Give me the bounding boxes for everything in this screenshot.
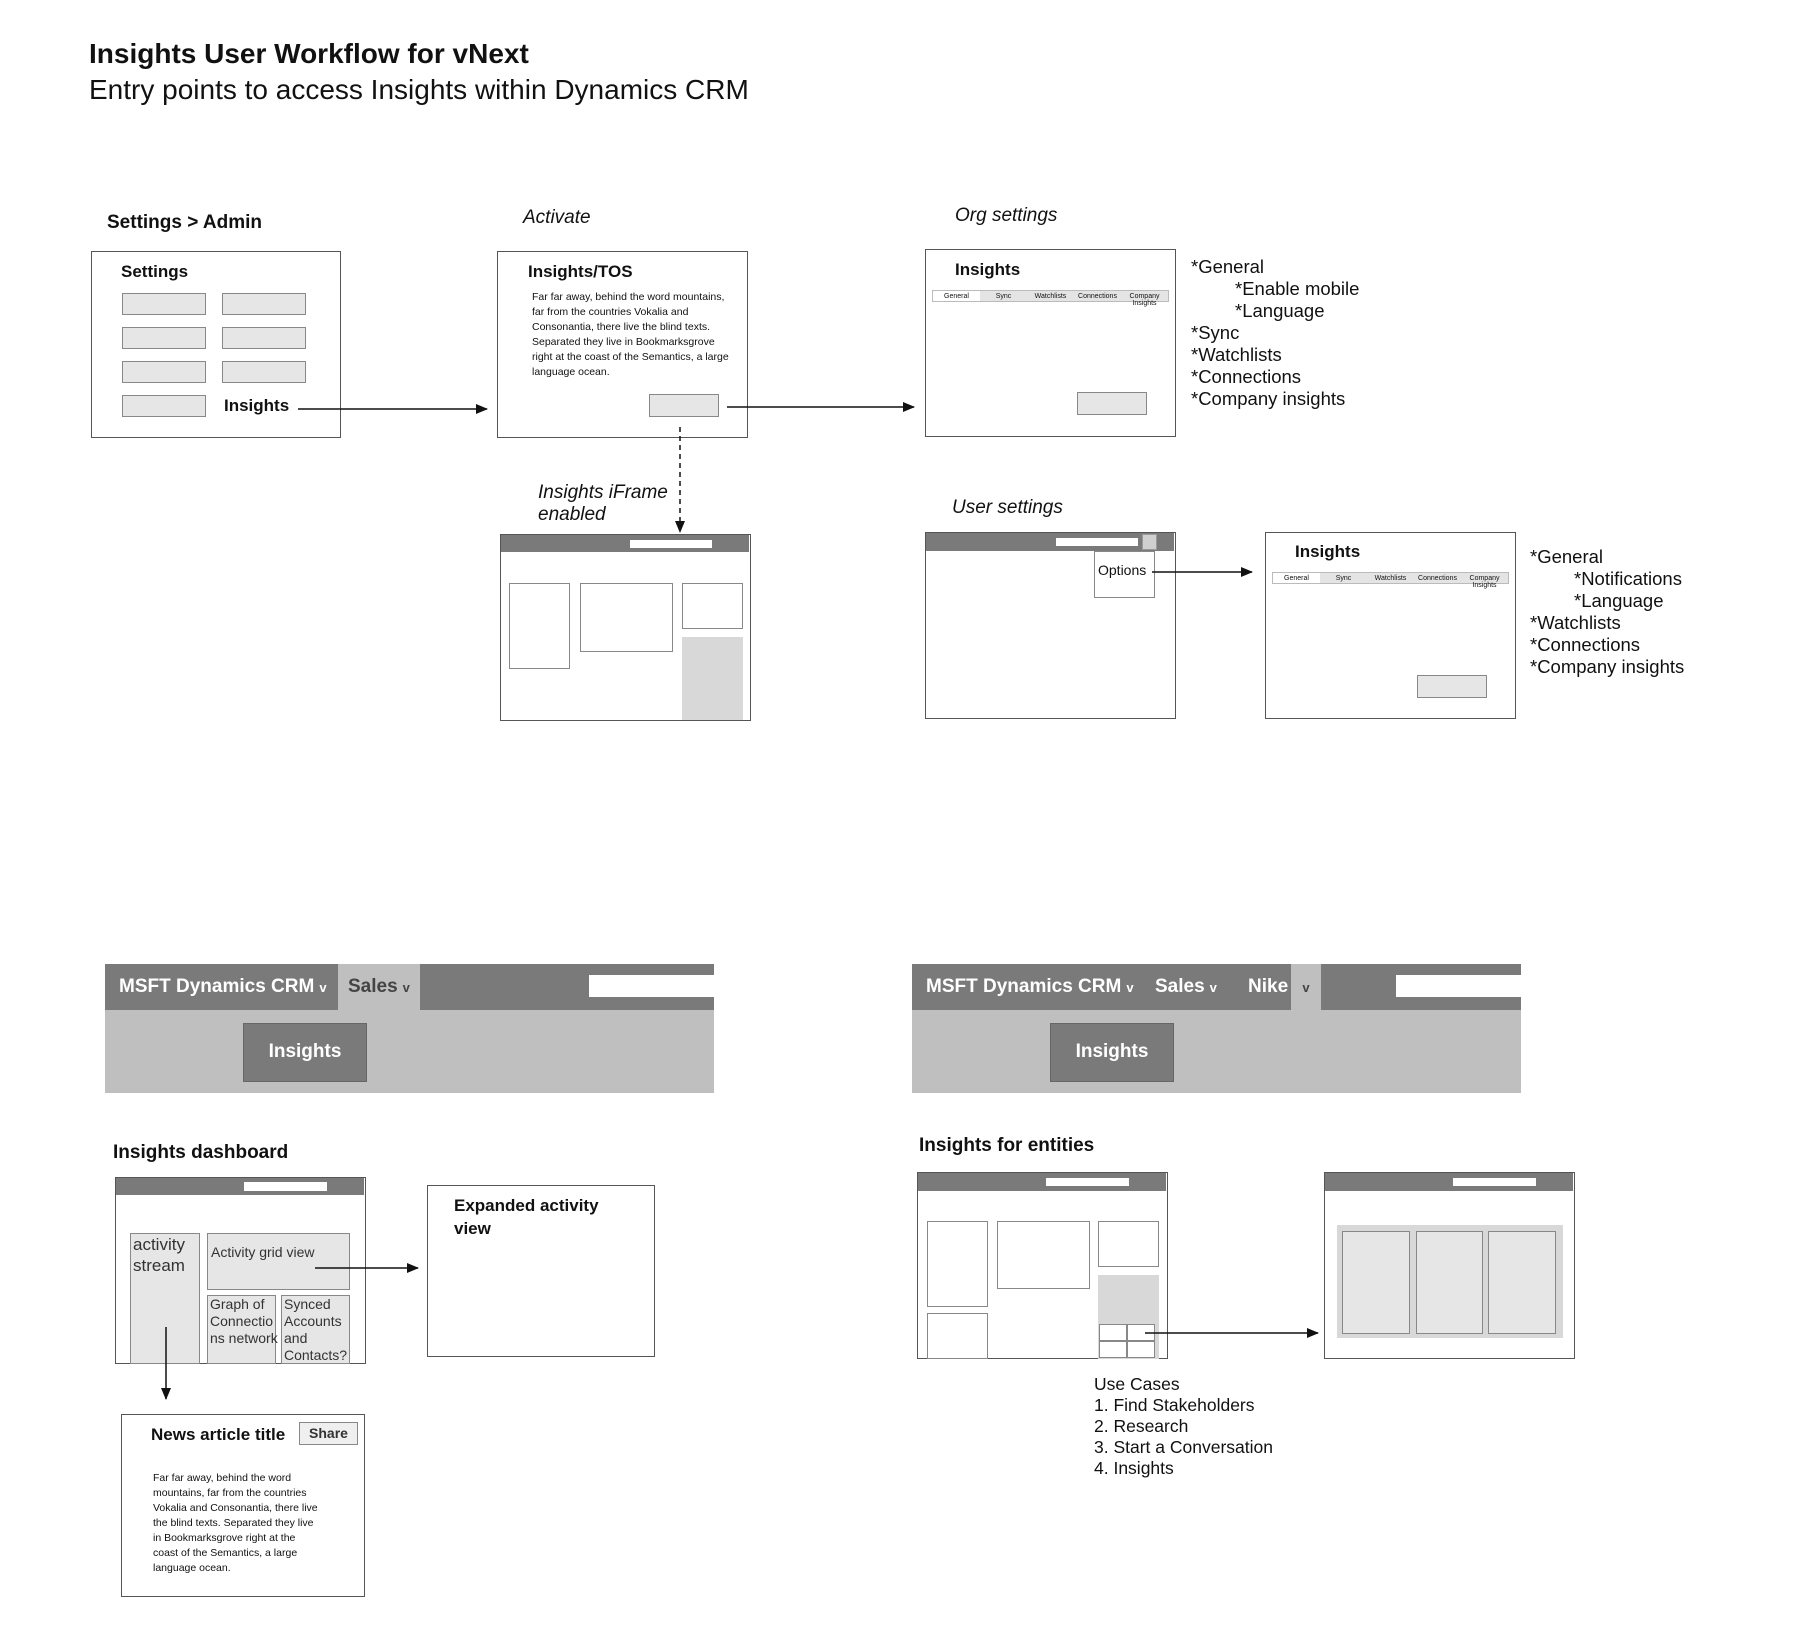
chevron-down-icon: v: [1126, 980, 1134, 995]
chevron-down-icon: v: [402, 980, 410, 995]
tab-general[interactable]: General: [933, 291, 980, 301]
page-subtitle: Entry points to access Insights within Dynamics CRM: [89, 74, 749, 105]
tos-title: Insights/TOS: [528, 262, 633, 281]
option-item: *Connections: [1530, 634, 1641, 655]
option-item: *Company insights: [1530, 656, 1685, 677]
use-cases-title: Use Cases: [1094, 1374, 1180, 1394]
option-item: *Sync: [1191, 322, 1240, 343]
tab-watchlists[interactable]: Watchlists: [1034, 293, 1067, 300]
page-title: Insights User Workflow for vNext: [89, 38, 529, 69]
tab-connections[interactable]: Connections: [1418, 575, 1457, 582]
entities-label: Insights for entities: [919, 1135, 1095, 1156]
tab-sync[interactable]: Sync: [1335, 575, 1352, 582]
synced-label: Synced Accounts and Contacts?: [284, 1296, 348, 1363]
dashboard-label: Insights dashboard: [113, 1142, 289, 1163]
area-menu-label: Sales: [348, 976, 398, 997]
option-item: *Language: [1574, 590, 1664, 611]
org-settings-title: Insights: [955, 260, 1021, 279]
use-case-item: 1. Find Stakeholders: [1094, 1395, 1255, 1415]
option-item: *Language: [1235, 300, 1325, 321]
option-item: *General: [1191, 256, 1265, 277]
activate-label: Activate: [523, 207, 591, 228]
news-article-title: News article title: [151, 1425, 286, 1444]
tab-connections[interactable]: Connections: [1078, 293, 1117, 300]
tab-company-insights[interactable]: Company Insights: [1129, 293, 1160, 307]
option-item: *Watchlists: [1530, 612, 1621, 633]
option-item: *Watchlists: [1191, 344, 1282, 365]
option-item: *Company insights: [1191, 388, 1346, 409]
iframe-label-line2: enabled: [538, 504, 606, 525]
chevron-down-icon: v: [1302, 980, 1310, 995]
user-insights-title: Insights: [1295, 542, 1361, 561]
iframe-label-line1: Insights iFrame: [538, 482, 668, 503]
chevron-down-icon: v: [1209, 980, 1217, 995]
use-case-item: 2. Research: [1094, 1416, 1189, 1436]
activity-stream-label: activity stream: [133, 1235, 185, 1275]
settings-title: Settings: [121, 262, 189, 281]
option-item: *Notifications: [1574, 568, 1682, 589]
use-case-item: 4. Insights: [1094, 1458, 1174, 1478]
entity-menu-label: Nike: [1248, 976, 1289, 997]
app-menu-label: MSFT Dynamics CRM: [926, 976, 1122, 997]
option-item: *General: [1530, 546, 1604, 567]
options-menu-item[interactable]: Options: [1098, 562, 1147, 578]
user-settings-label: User settings: [952, 497, 1063, 518]
settings-admin-label: Settings > Admin: [107, 212, 263, 233]
use-case-item: 3. Start a Conversation: [1094, 1437, 1273, 1457]
tab-watchlists[interactable]: Watchlists: [1374, 575, 1407, 582]
tab-sync[interactable]: Sync: [995, 293, 1012, 300]
share-button[interactable]: Share: [299, 1422, 358, 1445]
org-settings-label: Org settings: [955, 205, 1058, 226]
tos-body: Far far away, behind the word mountains, far from the countries Vokalia and Consonantia, there live the blind texts. Separated they live in Bookmarksgrove right at the coast of the Semantics, a large language ocean.: [532, 291, 729, 378]
graph-label: Graph of Connections network: [210, 1296, 278, 1346]
activity-grid-label: Activity grid view: [211, 1244, 315, 1260]
insights-nav-button[interactable]: Insights: [243, 1023, 367, 1082]
app-menu-label: MSFT Dynamics CRM: [119, 976, 315, 997]
tab-company-insights[interactable]: Company Insights: [1469, 575, 1500, 589]
expanded-activity-title: Expanded activity view: [454, 1196, 599, 1238]
tab-general[interactable]: General: [1273, 573, 1320, 583]
chevron-down-icon: v: [319, 980, 327, 995]
insights-nav-button[interactable]: Insights: [1050, 1023, 1174, 1082]
option-item: *Enable mobile: [1235, 278, 1360, 299]
option-item: *Connections: [1191, 366, 1302, 387]
area-menu-label: Sales: [1155, 976, 1205, 997]
news-article-body: Far far away, behind the word mountains, far from the countries Vokalia and Consonantia, there live the blind texts. Separated they live in Bookmarksgrove right at the coast of the Semantics, a large language ocean.: [153, 1472, 318, 1574]
settings-insights-link[interactable]: Insights: [224, 396, 290, 415]
